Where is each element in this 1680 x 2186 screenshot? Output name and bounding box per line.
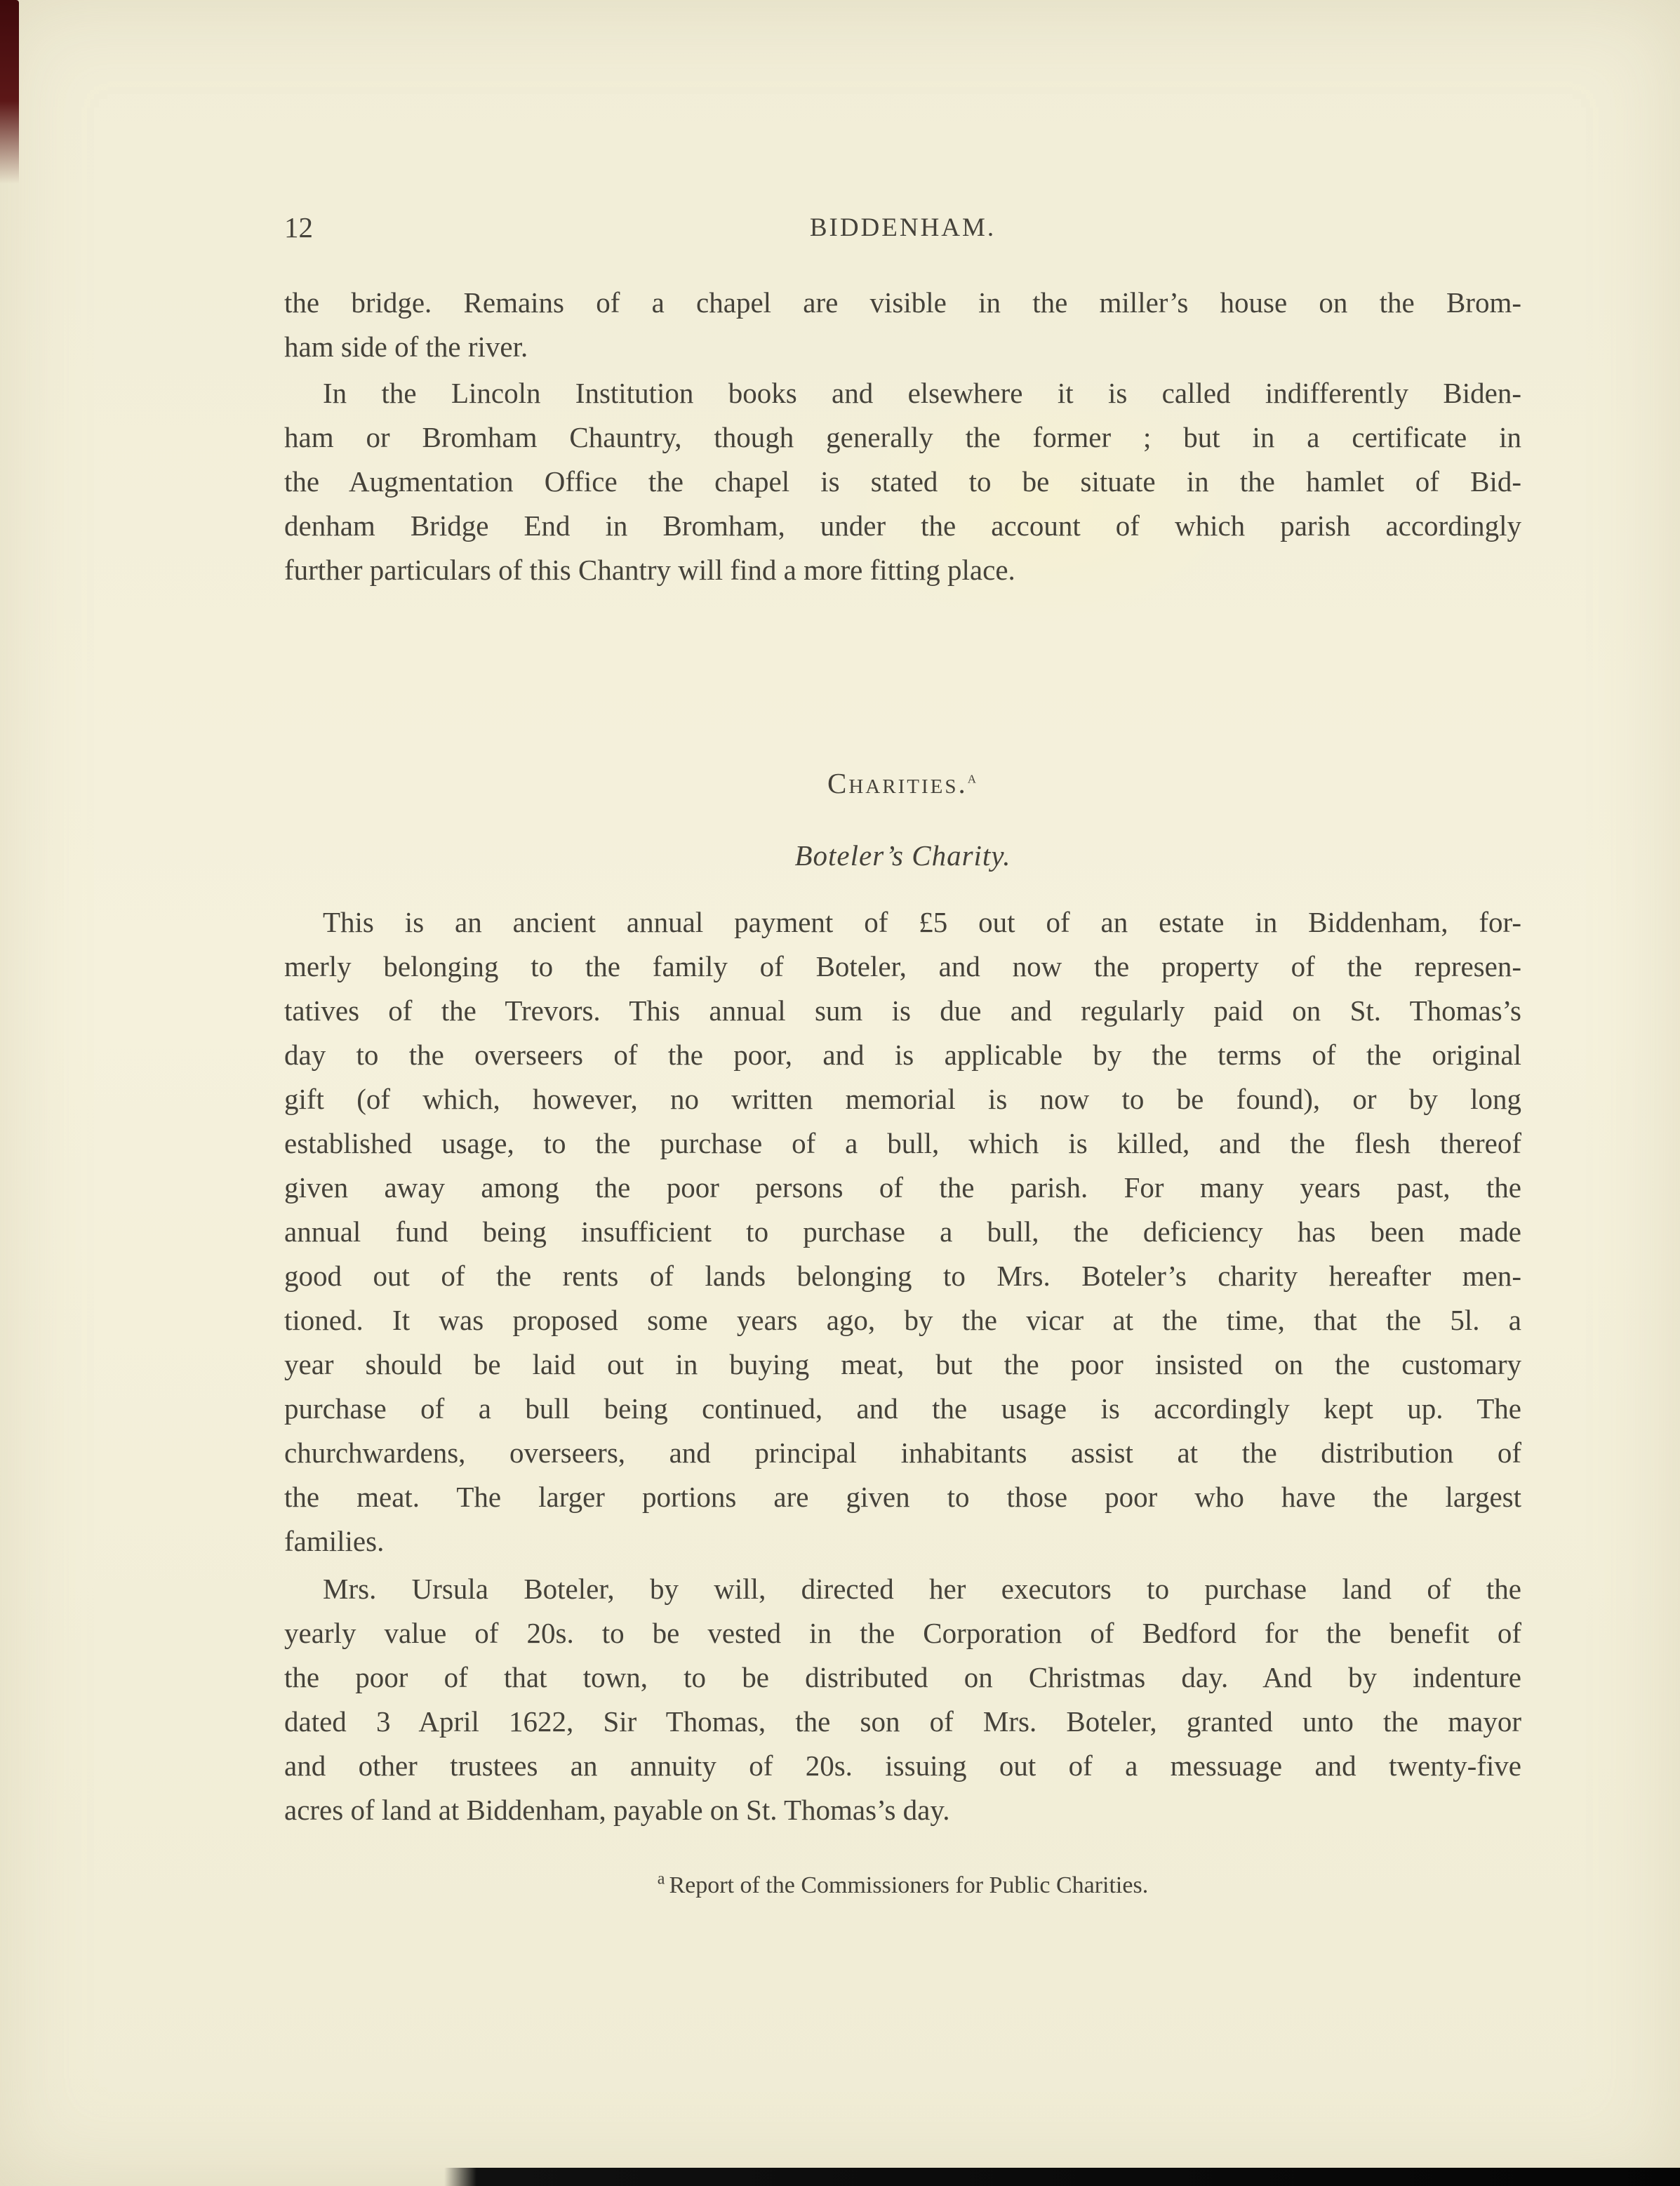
text-line: merly belonging to the family of Boteler, and now the property of the represen- — [284, 950, 1521, 982]
paragraph-ursula-boteler — [284, 1567, 1521, 1832]
paragraph-boteler-charity — [284, 900, 1521, 1564]
paragraph-bridge — [284, 281, 1521, 369]
footnote-mark: a — [657, 1870, 665, 1888]
paragraph-lincoln-institution — [284, 371, 1521, 592]
scan-spine-artifact — [0, 0, 19, 184]
scan-edge-artifact — [444, 2168, 1680, 2186]
text-line: the bridge. Remains of a chapel are visible in the miller’s house on the Brom- — [284, 286, 1521, 319]
text-line: and other trustees an annuity of 20s. issuing out of a messuage and twenty-five — [284, 1750, 1521, 1782]
charities-heading-text: Charities. — [827, 767, 968, 799]
text-line: ham or Bromham Chauntry, though generally the former ; but in a certificate in — [284, 421, 1521, 453]
text-line: day to the overseers of the poor, and is applicable by the terms of the original — [284, 1039, 1521, 1071]
text-line: gift (of which, however, no written memorial is now to be found), or by long — [284, 1083, 1521, 1115]
text-line: families. — [284, 1525, 385, 1557]
text-line: good out of the rents of lands belonging to Mrs. Boteler’s charity hereafter men- — [284, 1260, 1521, 1292]
text-line: acres of land at Biddenham, payable on St. Thomas’s day. — [284, 1794, 950, 1826]
text-line: ham side of the river. — [284, 331, 528, 363]
page-number: 12 — [284, 211, 313, 244]
charities-heading — [284, 761, 1521, 806]
text-line: year should be laid out in buying meat, but the poor insisted on the customary — [284, 1348, 1521, 1380]
text-line: the Augmentation Office the chapel is stated to be situate in the hamlet of Bid- — [284, 465, 1521, 498]
footnote — [284, 1867, 1521, 1904]
text-line: the meat. The larger portions are given to those poor who have the largest — [284, 1481, 1521, 1513]
text-line: the poor of that town, to be distributed on Christmas day. And by indenture — [284, 1661, 1521, 1693]
text-line: tioned. It was proposed some years ago, by the vicar at the time, that the 5l. a — [284, 1304, 1521, 1336]
text-line: Mrs. Ursula Boteler, by will, directed her executors to purchase land of the — [323, 1573, 1521, 1605]
text-line: yearly value of 20s. to be vested in the Corporation of Bedford for the benefit of — [284, 1617, 1521, 1649]
footnote-text: Report of the Commissioners for Public Charities. — [669, 1872, 1149, 1898]
text-column — [284, 0, 1521, 1904]
text-line: churchwardens, overseers, and principal inhabitants assist at the distribution of — [284, 1437, 1521, 1469]
text-line: annual fund being insufficient to purchase a bull, the deficiency has been made — [284, 1215, 1521, 1248]
page-header — [284, 206, 1521, 250]
text-line: tatives of the Trevors. This annual sum is due and regularly paid on St. Thomas’s — [284, 994, 1521, 1027]
text-line: denham Bridge End in Bromham, under the account of which parish accordingly — [284, 509, 1521, 542]
text-line: In the Lincoln Institution books and elsewhere it is called indifferently Biden- — [323, 377, 1521, 409]
text-line: given away among the poor persons of the parish. For many years past, the — [284, 1171, 1521, 1204]
text-line: dated 3 April 1622, Sir Thomas, the son of Mrs. Boteler, granted unto the mayor — [284, 1705, 1521, 1738]
text-line: This is an ancient annual payment of £5 out of an estate in Biddenham, for- — [323, 906, 1521, 938]
botelers-charity-subheading: Boteler’s Charity. — [794, 839, 1011, 872]
footnote-reference-mark: a — [967, 768, 978, 787]
text-line: further particulars of this Chantry will find a more fitting place. — [284, 554, 1015, 586]
running-title: BIDDENHAM. — [809, 213, 996, 242]
text-line: purchase of a bull being continued, and the usage is accordingly kept up. The — [284, 1392, 1521, 1425]
text-line: established usage, to the purchase of a bull, which is killed, and the flesh thereof — [284, 1127, 1521, 1159]
